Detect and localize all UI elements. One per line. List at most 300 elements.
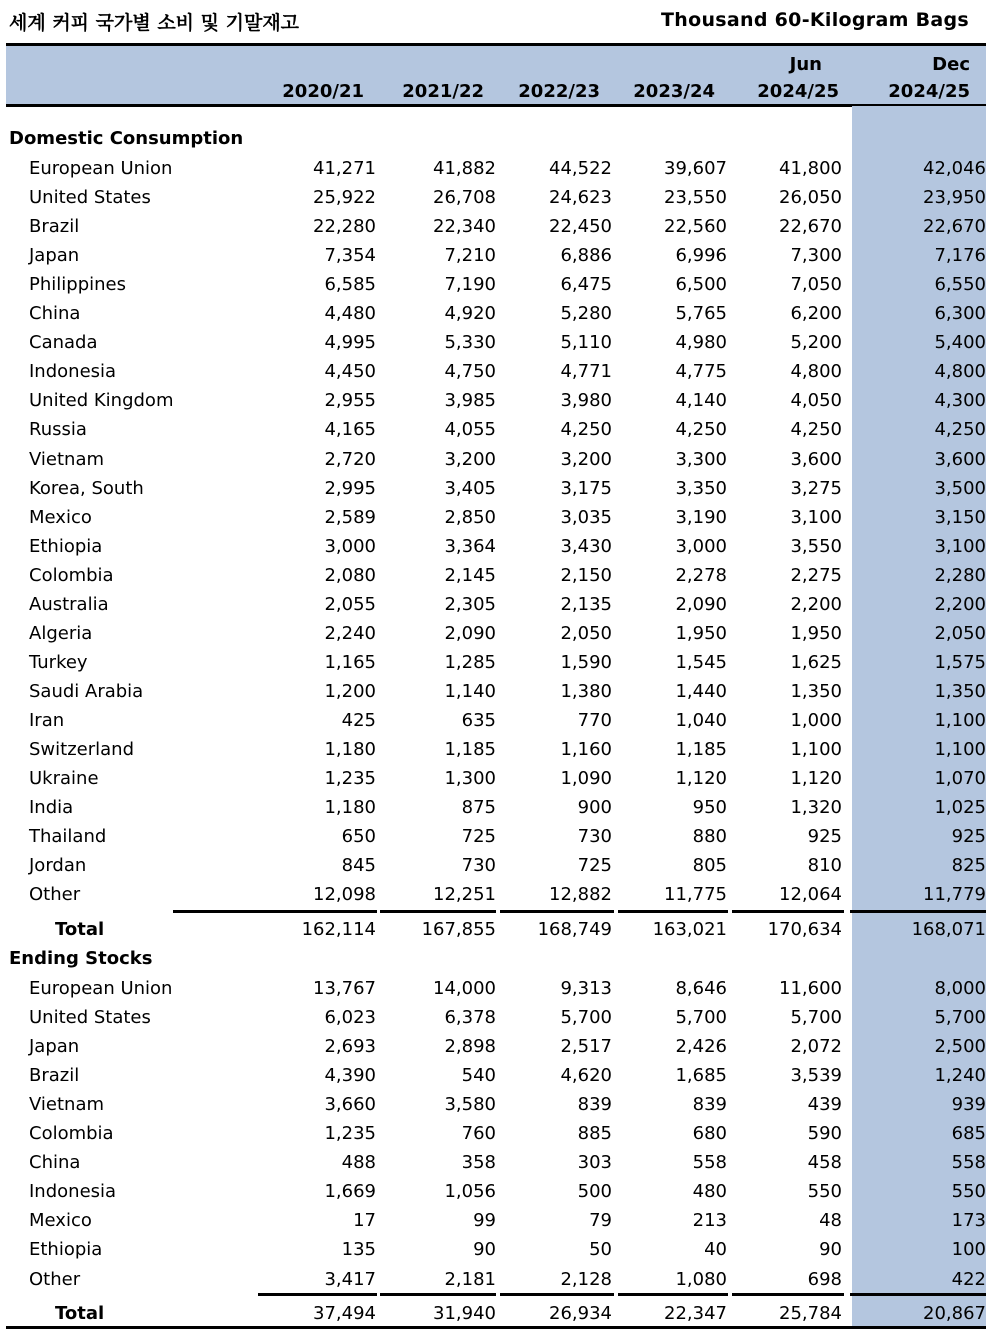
cell-value: 4,050: [790, 390, 842, 412]
cell-value: 5,330: [444, 332, 496, 354]
total-rule: [173, 910, 377, 913]
cell-value: 425: [341, 709, 376, 731]
cell-value: 6,200: [790, 303, 842, 325]
cell-value: 1,320: [790, 797, 842, 819]
table-row: [0, 415, 991, 444]
cell-value: 1,590: [560, 651, 612, 673]
cell-value: 1,100: [934, 709, 986, 731]
country-name: Vietnam: [29, 1094, 105, 1116]
country-name: Russia: [29, 419, 87, 441]
column-header-year: 2020/21: [282, 81, 364, 102]
cell-value: 880: [692, 826, 727, 848]
cell-value: 760: [461, 1123, 496, 1145]
table-row: [0, 241, 991, 270]
table-row: [0, 1003, 991, 1032]
cell-value: 685: [951, 1123, 986, 1145]
cell-value: 3,980: [560, 390, 612, 412]
cell-value: 4,800: [790, 361, 842, 383]
cell-value: 7,354: [324, 245, 376, 267]
cell-value: 90: [473, 1239, 496, 1261]
country-name: United States: [29, 187, 151, 209]
total-value: 162,114: [301, 919, 376, 940]
column-header-top: Jun: [789, 54, 822, 75]
country-name: Ethiopia: [29, 1239, 103, 1261]
cell-value: 11,779: [923, 884, 986, 906]
cell-value: 90: [819, 1239, 842, 1261]
country-name: Colombia: [29, 1123, 114, 1145]
cell-value: 5,280: [560, 303, 612, 325]
table-row: [0, 1119, 991, 1148]
cell-value: 3,600: [934, 448, 986, 470]
country-name: Brazil: [29, 216, 80, 238]
cell-value: 3,100: [934, 535, 986, 557]
cell-value: 2,072: [790, 1036, 842, 1058]
total-value: 37,494: [313, 1303, 376, 1324]
table-row: [0, 1235, 991, 1264]
country-name: Indonesia: [29, 361, 117, 383]
cell-value: 5,700: [790, 1007, 842, 1029]
table-row: [0, 1206, 991, 1235]
cell-value: 1,685: [675, 1065, 727, 1087]
cell-value: 12,882: [549, 884, 612, 906]
cell-value: 6,585: [324, 274, 376, 296]
section-title-domestic: Domestic Consumption: [9, 128, 244, 149]
table-row: [0, 183, 991, 212]
table-row: [0, 619, 991, 648]
cell-value: 885: [577, 1123, 612, 1145]
cell-value: 725: [461, 826, 496, 848]
page-title: 세계 커피 국가별 소비 및 기말재고: [9, 12, 300, 34]
country-name: European Union: [29, 158, 173, 179]
table-row: [0, 590, 991, 619]
cell-value: 2,240: [324, 622, 376, 644]
total-rule: [850, 910, 986, 913]
column-header-year: 2023/24: [633, 81, 715, 102]
cell-value: 1,669: [324, 1181, 376, 1203]
table-row: [0, 1148, 991, 1177]
country-name: Iran: [29, 709, 65, 731]
cell-value: 3,417: [324, 1268, 376, 1290]
cell-value: 558: [951, 1152, 986, 1174]
total-value: 20,867: [923, 1303, 986, 1324]
cell-value: 680: [692, 1123, 727, 1145]
total-rule: [258, 1293, 377, 1296]
cell-value: 5,400: [934, 332, 986, 354]
total-value: 168,749: [537, 919, 612, 940]
cell-value: 3,100: [790, 506, 842, 528]
column-header-year: 2024/25: [757, 81, 839, 102]
cell-value: 422: [951, 1268, 986, 1290]
country-name: Ukraine: [29, 768, 99, 790]
cell-value: 1,440: [675, 680, 727, 702]
cell-value: 11,600: [779, 978, 842, 999]
cell-value: 839: [692, 1094, 727, 1116]
cell-value: 950: [692, 797, 727, 819]
cell-value: 4,250: [675, 419, 727, 441]
country-name: Ethiopia: [29, 535, 103, 557]
cell-value: 40: [704, 1239, 727, 1261]
cell-value: 3,035: [560, 506, 612, 528]
cell-value: 4,140: [675, 390, 727, 412]
total-value: 163,021: [652, 919, 727, 940]
cell-value: 3,150: [934, 506, 986, 528]
cell-value: 14,000: [433, 978, 496, 999]
cell-value: 1,025: [934, 797, 986, 819]
cell-value: 2,850: [444, 506, 496, 528]
cell-value: 41,800: [779, 158, 842, 179]
cell-value: 2,181: [444, 1268, 496, 1290]
cell-value: 6,023: [324, 1007, 376, 1029]
cell-value: 2,150: [560, 564, 612, 586]
cell-value: 41,271: [313, 158, 376, 179]
cell-value: 7,050: [790, 274, 842, 296]
cell-value: 500: [577, 1181, 612, 1203]
total-rule: [732, 910, 844, 913]
cell-value: 4,480: [324, 303, 376, 325]
table-row: [0, 474, 991, 503]
cell-value: 7,176: [934, 245, 986, 267]
table-row: [0, 793, 991, 822]
country-name: United States: [29, 1007, 151, 1029]
country-name: Switzerland: [29, 739, 134, 760]
table-row: [0, 1032, 991, 1061]
cell-value: 11,775: [664, 884, 727, 906]
country-name: Philippines: [29, 274, 126, 296]
section-title-stocks: Ending Stocks: [9, 948, 153, 969]
cell-value: 8,000: [934, 978, 986, 999]
country-name: Vietnam: [29, 448, 105, 470]
cell-value: 2,275: [790, 564, 842, 586]
cell-value: 1,180: [324, 797, 376, 819]
cell-value: 5,700: [675, 1007, 727, 1029]
cell-value: 5,700: [560, 1007, 612, 1029]
table-row: [0, 880, 991, 909]
cell-value: 1,235: [324, 1123, 376, 1145]
country-name: Mexico: [29, 506, 92, 528]
country-name: China: [29, 1152, 81, 1174]
country-name: Thailand: [29, 826, 107, 848]
cell-value: 4,250: [790, 419, 842, 441]
column-header-year: 2024/25: [888, 81, 970, 102]
total-rule: [380, 910, 496, 913]
cell-value: 925: [807, 826, 842, 848]
table-row: [0, 386, 991, 415]
cell-value: 22,670: [779, 216, 842, 238]
cell-value: 42,046: [923, 158, 986, 179]
cell-value: 6,996: [675, 245, 727, 267]
cell-value: 2,589: [324, 506, 376, 528]
cell-value: 939: [951, 1094, 986, 1116]
cell-value: 5,765: [675, 303, 727, 325]
cell-value: 1,950: [675, 622, 727, 644]
cell-value: 13,767: [313, 978, 376, 999]
country-name: European Union: [29, 978, 173, 999]
cell-value: 1,165: [324, 651, 376, 673]
country-name: Japan: [29, 245, 80, 267]
cell-value: 458: [807, 1152, 842, 1174]
cell-value: 810: [807, 855, 842, 877]
cell-value: 3,000: [675, 535, 727, 557]
cell-value: 1,185: [675, 739, 727, 760]
cell-value: 2,500: [934, 1036, 986, 1058]
cell-value: 44,522: [549, 158, 612, 179]
cell-value: 4,995: [324, 332, 376, 354]
cell-value: 725: [577, 855, 612, 877]
cell-value: 4,250: [560, 419, 612, 441]
cell-value: 48: [819, 1210, 842, 1232]
cell-value: 79: [589, 1210, 612, 1232]
cell-value: 3,190: [675, 506, 727, 528]
cell-value: 1,100: [790, 739, 842, 760]
country-name: Mexico: [29, 1210, 92, 1232]
cell-value: 23,950: [923, 187, 986, 209]
table-row: [0, 1090, 991, 1119]
table-row: [0, 212, 991, 241]
cell-value: 4,980: [675, 332, 727, 354]
cell-value: 2,305: [444, 593, 496, 615]
header-rule: [6, 104, 986, 107]
cell-value: 3,350: [675, 477, 727, 499]
country-name: India: [29, 797, 74, 819]
cell-value: 1,090: [560, 768, 612, 790]
column-header-year: 2021/22: [402, 81, 484, 102]
cell-value: 2,200: [790, 593, 842, 615]
cell-value: 100: [951, 1239, 986, 1261]
table-row: [0, 706, 991, 735]
cell-value: 5,200: [790, 332, 842, 354]
cell-value: 2,128: [560, 1268, 612, 1290]
total-rule: [618, 1293, 728, 1296]
total-rule: [380, 1293, 496, 1296]
cell-value: 12,098: [313, 884, 376, 906]
cell-value: 3,405: [444, 477, 496, 499]
cell-value: 6,500: [675, 274, 727, 296]
table-row: [0, 270, 991, 299]
cell-value: 550: [951, 1181, 986, 1203]
table-row: [0, 974, 991, 1003]
cell-value: 3,580: [444, 1094, 496, 1116]
cell-value: 2,995: [324, 477, 376, 499]
country-name: Colombia: [29, 564, 114, 586]
cell-value: 3,200: [560, 448, 612, 470]
cell-value: 2,200: [934, 593, 986, 615]
table-row: [0, 445, 991, 474]
cell-value: 730: [461, 855, 496, 877]
total-value: 168,071: [911, 919, 986, 940]
cell-value: 17: [353, 1210, 376, 1232]
country-name: Saudi Arabia: [29, 680, 144, 702]
cell-value: 4,800: [934, 361, 986, 383]
total-rule: [850, 1293, 986, 1296]
cell-value: 2,135: [560, 593, 612, 615]
table-row: [0, 357, 991, 386]
cell-value: 1,070: [934, 768, 986, 790]
cell-value: 4,775: [675, 361, 727, 383]
cell-value: 5,110: [560, 332, 612, 354]
cell-value: 1,950: [790, 622, 842, 644]
country-name: Algeria: [29, 622, 93, 644]
cell-value: 24,623: [549, 187, 612, 209]
total-rule: [500, 1293, 614, 1296]
cell-value: 23,550: [664, 187, 727, 209]
cell-value: 303: [577, 1152, 612, 1174]
cell-value: 12,251: [433, 884, 496, 906]
cell-value: 25,922: [313, 187, 376, 209]
cell-value: 22,340: [433, 216, 496, 238]
total-rule: [732, 1293, 844, 1296]
country-name: Other: [29, 884, 81, 906]
cell-value: 2,050: [934, 622, 986, 644]
title-row: [0, 0, 991, 44]
cell-value: 3,364: [444, 535, 496, 557]
cell-value: 4,250: [934, 419, 986, 441]
country-name: Canada: [29, 332, 98, 354]
table-row: [0, 735, 991, 764]
cell-value: 22,450: [549, 216, 612, 238]
cell-value: 4,300: [934, 390, 986, 412]
cell-value: 6,475: [560, 274, 612, 296]
country-name: Brazil: [29, 1065, 80, 1087]
cell-value: 2,080: [324, 564, 376, 586]
country-name: Japan: [29, 1036, 80, 1058]
total-rule: [618, 910, 728, 913]
cell-value: 1,200: [324, 680, 376, 702]
cell-value: 5,700: [934, 1007, 986, 1029]
cell-value: 2,280: [934, 564, 986, 586]
cell-value: 4,771: [560, 361, 612, 383]
cell-value: 770: [577, 709, 612, 731]
cell-value: 1,350: [790, 680, 842, 702]
cell-value: 439: [807, 1094, 842, 1116]
column-header-year: 2022/23: [518, 81, 600, 102]
cell-value: 2,517: [560, 1036, 612, 1058]
table-row: [0, 851, 991, 880]
cell-value: 1,625: [790, 651, 842, 673]
total-value: 31,940: [433, 1303, 496, 1324]
cell-value: 41,882: [433, 158, 496, 179]
cell-value: 2,278: [675, 564, 727, 586]
cell-value: 6,300: [934, 303, 986, 325]
total-label: Total: [55, 919, 105, 940]
cell-value: 7,300: [790, 245, 842, 267]
cell-value: 825: [951, 855, 986, 877]
country-name: Turkey: [29, 651, 88, 673]
cell-value: 650: [341, 826, 376, 848]
cell-value: 875: [461, 797, 496, 819]
table-row: [0, 1177, 991, 1206]
table-row: [0, 154, 991, 183]
table-row: [0, 822, 991, 851]
cell-value: 358: [461, 1152, 496, 1174]
cell-value: 7,210: [444, 245, 496, 267]
table-row: [0, 1265, 991, 1294]
country-name: Other: [29, 1268, 81, 1290]
cell-value: 839: [577, 1094, 612, 1116]
column-header-top: Dec: [932, 54, 970, 75]
cell-value: 550: [807, 1181, 842, 1203]
total-value: 25,784: [779, 1303, 842, 1324]
cell-value: 6,378: [444, 1007, 496, 1029]
cell-value: 173: [951, 1210, 986, 1232]
cell-value: 4,390: [324, 1065, 376, 1087]
cell-value: 1,185: [444, 739, 496, 760]
cell-value: 3,300: [675, 448, 727, 470]
cell-value: 2,090: [675, 593, 727, 615]
cell-value: 1,120: [790, 768, 842, 790]
cell-value: 3,539: [790, 1065, 842, 1087]
cell-value: 3,500: [934, 477, 986, 499]
total-row: [0, 1299, 991, 1328]
cell-value: 730: [577, 826, 612, 848]
country-name: Jordan: [29, 855, 87, 877]
cell-value: 7,190: [444, 274, 496, 296]
cell-value: 1,040: [675, 709, 727, 731]
cell-value: 1,100: [934, 739, 986, 760]
table-row: [0, 561, 991, 590]
cell-value: 698: [807, 1268, 842, 1290]
cell-value: 1,545: [675, 651, 727, 673]
country-name: Korea, South: [29, 477, 144, 499]
cell-value: 2,050: [560, 622, 612, 644]
cell-value: 2,090: [444, 622, 496, 644]
cell-value: 8,646: [675, 978, 727, 999]
cell-value: 1,350: [934, 680, 986, 702]
cell-value: 39,607: [664, 158, 727, 179]
table-row: [0, 328, 991, 357]
cell-value: 3,550: [790, 535, 842, 557]
cell-value: 4,055: [444, 419, 496, 441]
cell-value: 1,160: [560, 739, 612, 760]
cell-value: 99: [473, 1210, 496, 1232]
cell-value: 3,275: [790, 477, 842, 499]
cell-value: 635: [461, 709, 496, 731]
table-row: [0, 299, 991, 328]
cell-value: 2,145: [444, 564, 496, 586]
cell-value: 1,235: [324, 768, 376, 790]
cell-value: 2,426: [675, 1036, 727, 1058]
cell-value: 805: [692, 855, 727, 877]
cell-value: 2,055: [324, 593, 376, 615]
cell-value: 6,886: [560, 245, 612, 267]
cell-value: 3,600: [790, 448, 842, 470]
cell-value: 26,708: [433, 187, 496, 209]
country-name: China: [29, 303, 81, 325]
total-value: 22,347: [664, 1303, 727, 1324]
table-row: [0, 677, 991, 706]
total-value: 167,855: [421, 919, 496, 940]
cell-value: 3,660: [324, 1094, 376, 1116]
cell-value: 1,080: [675, 1268, 727, 1290]
cell-value: 1,180: [324, 739, 376, 760]
cell-value: 6,550: [934, 274, 986, 296]
cell-value: 22,280: [313, 216, 376, 238]
cell-value: 480: [692, 1181, 727, 1203]
total-row: [0, 915, 991, 944]
cell-value: 50: [589, 1239, 612, 1261]
cell-value: 1,120: [675, 768, 727, 790]
table-row: [0, 648, 991, 677]
table-row: [0, 1061, 991, 1090]
total-value: 170,634: [767, 919, 842, 940]
cell-value: 2,693: [324, 1036, 376, 1058]
cell-value: 4,750: [444, 361, 496, 383]
cell-value: 4,450: [324, 361, 376, 383]
table-row: [0, 503, 991, 532]
cell-value: 22,560: [664, 216, 727, 238]
total-rule: [500, 910, 614, 913]
cell-value: 1,240: [934, 1065, 986, 1087]
country-name: Indonesia: [29, 1181, 117, 1203]
